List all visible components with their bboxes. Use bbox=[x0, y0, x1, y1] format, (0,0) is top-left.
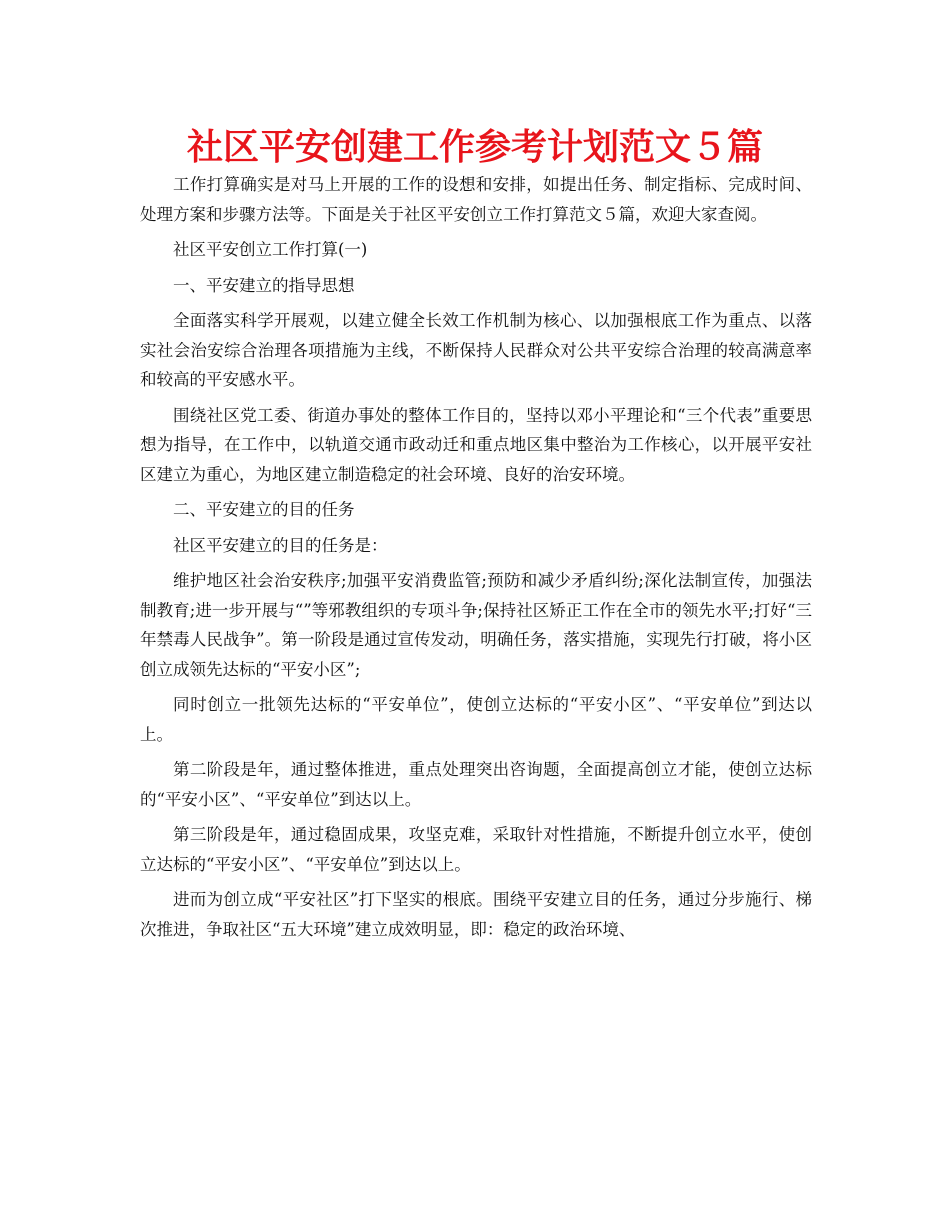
document-body bbox=[140, 170, 812, 950]
paragraph-intro: 工作打算确实是对马上开展的工作的设想和安排，如提出任务、制定指标、完成时间、处理方案和步骤方法等。下面是关于社区平安创立工作打算范文５篇，欢迎大家查阅。 bbox=[140, 175, 812, 224]
paragraph-stage-two: 第二阶段是年，通过整体推进，重点处理突出咨询题，全面提高创立才能，使创立达标的“平安小区”、“平安单位”到达以上。 bbox=[140, 760, 812, 809]
paragraph-stage-three: 第三阶段是年，通过稳固成果，攻坚克难，采取针对性措施，不断提升创立水平，使创立达标的“平安小区”、“平安单位”到达以上。 bbox=[140, 825, 812, 874]
paragraph-guiding-ideology: 全面落实科学开展观，以建立健全长效工作机制为核心、以加强根底工作为重点、以落实社会治安综合治理各项措施为主线，不断保持人民群众对公共平安综合治理的较高满意率和较高的平安感水平。 bbox=[140, 311, 812, 389]
document-title: 社区平安创建工作参考计划范文５篇 bbox=[186, 127, 763, 168]
paragraph-stage-one: 维护地区社会治安秩序;加强平安消费监管;预防和减少矛盾纠纷;深化法制宣传，加强法制教育;进一步开展与“”等邪教组织的专项斗争;保持社区矫正工作在全市的领先水平;打好“三年禁毒人民战争”。第一阶段是通过宣传发动，明确任务，落实措施，实现先行打破，将小区创立成领先达标的“平安小区”; bbox=[140, 571, 812, 679]
section-heading-guiding-ideology: 一、平安建立的指导思想 bbox=[173, 275, 355, 295]
paragraph-objectives-intro: 社区平安建立的目的任务是： bbox=[173, 535, 388, 555]
paragraph-plan-heading: 社区平安创立工作打算(一) bbox=[173, 240, 368, 259]
section-heading-objectives: 二、平安建立的目的任务 bbox=[173, 500, 355, 519]
paragraph-work-goals: 围绕社区党工委、街道办事处的整体工作目的，坚持以邓小平理论和“三个代表”重要思想为指导，在工作中，以轨道交通市政动迁和重点地区集中整治为工作核心，以开展平安社区建立为重心，为地区建立制造稳定的社会环境、良好的治安环境。 bbox=[140, 405, 812, 484]
paragraph-foundation: 进而为创立成“平安社区”打下坚实的根底。围绕平安建立目的任务，通过分步施行、梯次推进，争取社区“五大环境”建立成效明显，即：稳定的政治环境、 bbox=[140, 890, 812, 939]
paragraph-safe-units: 同时创立一批领先达标的“平安单位”，使创立达标的“平安小区”、“平安单位”到达以上。 bbox=[140, 695, 812, 744]
